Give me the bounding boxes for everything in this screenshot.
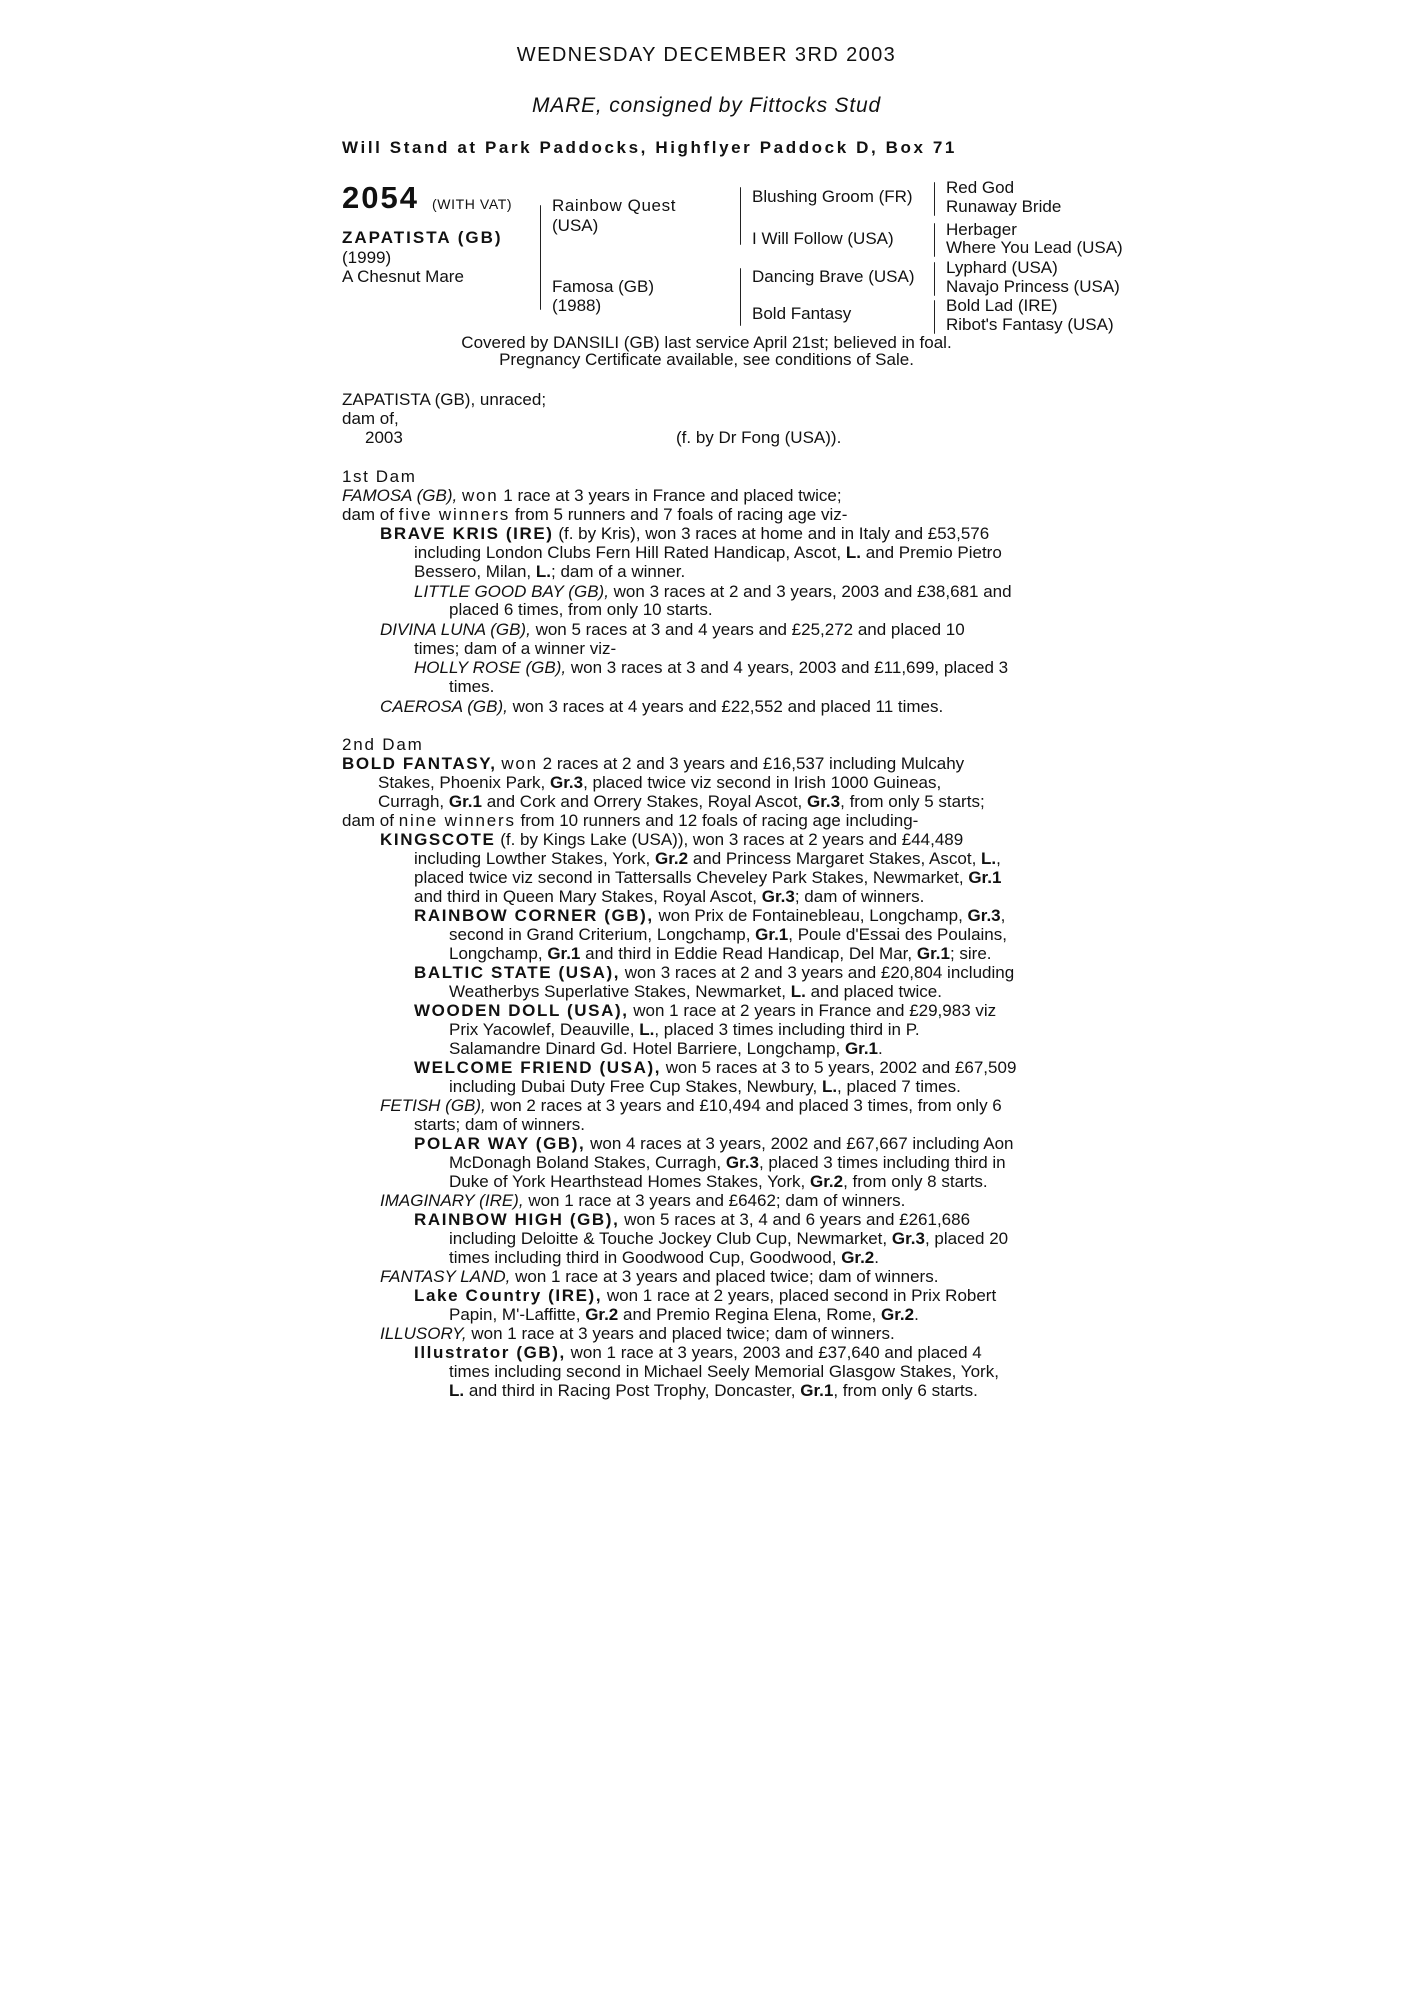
pedigree-sdd: Where You Lead (USA) xyxy=(946,238,1123,257)
produce-dam-of: dam of, xyxy=(342,409,399,428)
welcome-friend-line-2: including Dubai Duty Free Cup Stakes, Newbury, L., placed 7 times. xyxy=(449,1077,961,1096)
produce-intro: ZAPATISTA (GB), unraced; xyxy=(342,390,547,409)
divina-luna-line-2: times; dam of a winner viz- xyxy=(414,639,617,658)
holly-rose-line-2: times. xyxy=(449,677,495,696)
polar-way-entry: POLAR WAY (GB), won 4 races at 3 years, 2002 and £67,667 including Aon xyxy=(414,1134,1014,1153)
pedigree-ddd: Ribot's Fantasy (USA) xyxy=(946,315,1114,334)
bold-fantasy-line-3: Curragh, Gr.1 and Cork and Orrery Stakes, Royal Ascot, Gr.3, from only 5 starts; xyxy=(378,792,985,811)
brave-kris-line-2: including London Clubs Fern Hill Rated Handicap, Ascot, L. and Premio Pietro xyxy=(414,543,1002,562)
polar-way-line-2: McDonagh Boland Stakes, Curragh, Gr.3, placed 3 times including third in xyxy=(449,1153,1006,1172)
produce-year: 2003 xyxy=(365,428,403,447)
lot-number: 2054 xyxy=(342,180,419,215)
wooden-doll-entry: WOODEN DOLL (USA), won 1 race at 2 years in France and £29,983 viz xyxy=(414,1001,997,1020)
foaling-year: (1999) xyxy=(342,248,392,267)
lake-country-entry: Lake Country (IRE), won 1 race at 2 years, placed second in Prix Robert xyxy=(414,1286,997,1305)
kingscote-line-2: including Lowther Stakes, York, Gr.2 and Princess Margaret Stakes, Ascot, L., xyxy=(414,849,1001,868)
pedigree-sds: Herbager xyxy=(946,220,1017,239)
wooden-doll-line-2: Prix Yacowlef, Deauville, L., placed 3 times including third in P. xyxy=(449,1020,920,1039)
first-dam-heading: 1st Dam xyxy=(342,467,417,486)
famosa-name: FAMOSA (GB), xyxy=(342,486,458,505)
bold-fantasy-entry: BOLD FANTASY, won 2 races at 2 and 3 years and £16,537 including Mulcahy xyxy=(342,754,965,773)
pedigree-brace-main xyxy=(540,205,541,310)
horse-name: ZAPATISTA (GB) xyxy=(342,228,503,247)
pedigree-dam-year: (1988) xyxy=(552,296,602,315)
pedigree-dsd: Navajo Princess (USA) xyxy=(946,277,1120,296)
illustrator-line-3: L. and third in Racing Post Trophy, Doncaster, Gr.1, from only 6 starts. xyxy=(449,1381,978,1400)
pedigree-dam: Famosa (GB) xyxy=(552,277,655,296)
pedigree-ssd: Runaway Bride xyxy=(946,197,1062,216)
illustrator-line-2: times including second in Michael Seely Memorial Glasgow Stakes, York, xyxy=(449,1362,999,1381)
pregnancy-certificate-line: Pregnancy Certificate available, see conditions of Sale. xyxy=(499,350,914,369)
illustrator-entry: Illustrator (GB), won 1 race at 3 years, 2003 and £37,640 and placed 4 xyxy=(414,1343,982,1362)
rainbow-corner-line-2: second in Grand Criterium, Longchamp, Gr.1, Poule d'Essai des Poulains, xyxy=(449,925,1007,944)
vat-note: (WITH VAT) xyxy=(432,196,513,212)
pedigree-sss: Red God xyxy=(946,178,1015,197)
pedigree-brace-dam xyxy=(740,268,741,326)
first-dam-intro: FAMOSA (GB), won 1 race at 3 years in France and placed twice; xyxy=(342,486,842,505)
rainbow-high-line-3: times including third in Goodwood Cup, Goodwood, Gr.2. xyxy=(449,1248,880,1267)
little-good-bay-entry: LITTLE GOOD BAY (GB), won 3 races at 2 and 3 years, 2003 and £38,681 and xyxy=(414,582,1012,601)
brave-kris-entry: BRAVE KRIS (IRE) (f. by Kris), won 3 races at home and in Italy and £53,576 xyxy=(380,524,990,543)
welcome-friend-entry: WELCOME FRIEND (USA), won 5 races at 3 to 5 years, 2002 and £67,509 xyxy=(414,1058,1017,1077)
sale-date: WEDNESDAY DECEMBER 3RD 2003 xyxy=(516,44,897,66)
pedigree-dam-sire: Dancing Brave (USA) xyxy=(752,267,915,286)
fantasy-land-entry: FANTASY LAND, won 1 race at 3 years and placed twice; dam of winners. xyxy=(380,1267,939,1286)
second-dam-heading: 2nd Dam xyxy=(342,735,424,754)
little-good-bay-line-2: placed 6 times, from only 10 starts. xyxy=(449,600,713,619)
pedigree-sire: Rainbow Quest xyxy=(552,196,677,215)
pedigree-sire-sire: Blushing Groom (FR) xyxy=(752,187,913,206)
horse-description: A Chesnut Mare xyxy=(342,267,464,286)
brave-kris-line-3: Bessero, Milan, L.; dam of a winner. xyxy=(414,562,686,581)
pedigree-dds: Bold Lad (IRE) xyxy=(946,296,1058,315)
pedigree-brace-dd xyxy=(934,300,935,334)
pedigree-sire-dam: I Will Follow (USA) xyxy=(752,229,894,248)
rainbow-corner-entry: RAINBOW CORNER (GB), won Prix de Fontainebleau, Longchamp, Gr.3, xyxy=(414,906,1006,925)
illusory-entry: ILLUSORY, won 1 race at 3 years and placed twice; dam of winners. xyxy=(380,1324,895,1343)
rainbow-high-entry: RAINBOW HIGH (GB), won 5 races at 3, 4 and 6 years and £261,686 xyxy=(414,1210,971,1229)
imaginary-entry: IMAGINARY (IRE), won 1 race at 3 years and £6462; dam of winners. xyxy=(380,1191,906,1210)
pedigree-brace-ss xyxy=(934,182,935,216)
kingscote-line-3: placed twice viz second in Tattersalls Cheveley Park Stakes, Newmarket, Gr.1 xyxy=(414,868,1002,887)
second-dam-dam-of: dam of nine winners from 10 runners and 12 foals of racing age including- xyxy=(342,811,919,830)
consignment-line: MARE, consigned by Fittocks Stud xyxy=(532,94,881,117)
stand-location: Will Stand at Park Paddocks, Highflyer Paddock D, Box 71 xyxy=(342,138,957,157)
kingscote-line-4: and third in Queen Mary Stakes, Royal Ascot, Gr.3; dam of winners. xyxy=(414,887,925,906)
caerosa-entry: CAEROSA (GB), won 3 races at 4 years and £22,552 and placed 11 times. xyxy=(380,697,944,716)
pedigree-brace-sd xyxy=(934,223,935,257)
wooden-doll-line-3: Salamandre Dinard Gd. Hotel Barriere, Longchamp, Gr.1. xyxy=(449,1039,883,1058)
bold-fantasy-line-2: Stakes, Phoenix Park, Gr.3, placed twice viz second in Irish 1000 Guineas, xyxy=(378,773,942,792)
pedigree-sire-country: (USA) xyxy=(552,216,599,235)
covered-line: Covered by DANSILI (GB) last service April 21st; believed in foal. xyxy=(461,333,952,352)
kingscote-entry: KINGSCOTE (f. by Kings Lake (USA)), won 3 races at 2 years and £44,489 xyxy=(380,830,964,849)
fetish-entry: FETISH (GB), won 2 races at 3 years and £10,494 and placed 3 times, from only 6 xyxy=(380,1096,1002,1115)
first-dam-dam-of: dam of five winners from 5 runners and 7 foals of racing age viz- xyxy=(342,505,848,524)
pedigree-brace-ds xyxy=(934,262,935,296)
baltic-state-line-2: Weatherbys Superlative Stakes, Newmarket, L. and placed twice. xyxy=(449,982,942,1001)
baltic-state-entry: BALTIC STATE (USA), won 3 races at 2 and 3 years and £20,804 including xyxy=(414,963,1015,982)
pedigree-dss: Lyphard (USA) xyxy=(946,258,1058,277)
holly-rose-entry: HOLLY ROSE (GB), won 3 races at 3 and 4 years, 2003 and £11,699, placed 3 xyxy=(414,658,1009,677)
fetish-line-2: starts; dam of winners. xyxy=(414,1115,586,1134)
pedigree-brace-sire xyxy=(740,187,741,245)
rainbow-high-line-2: including Deloitte & Touche Jockey Club Cup, Newmarket, Gr.3, placed 20 xyxy=(449,1229,1009,1248)
produce-foal: (f. by Dr Fong (USA)). xyxy=(676,428,842,447)
lake-country-line-2: Papin, M'-Laffitte, Gr.2 and Premio Regina Elena, Rome, Gr.2. xyxy=(449,1305,919,1324)
polar-way-line-3: Duke of York Hearthstead Homes Stakes, York, Gr.2, from only 8 starts. xyxy=(449,1172,988,1191)
pedigree-dam-dam: Bold Fantasy xyxy=(752,304,852,323)
divina-luna-entry: DIVINA LUNA (GB), won 5 races at 3 and 4 years and £25,272 and placed 10 xyxy=(380,620,965,639)
rainbow-corner-line-3: Longchamp, Gr.1 and third in Eddie Read Handicap, Del Mar, Gr.1; sire. xyxy=(449,944,992,963)
